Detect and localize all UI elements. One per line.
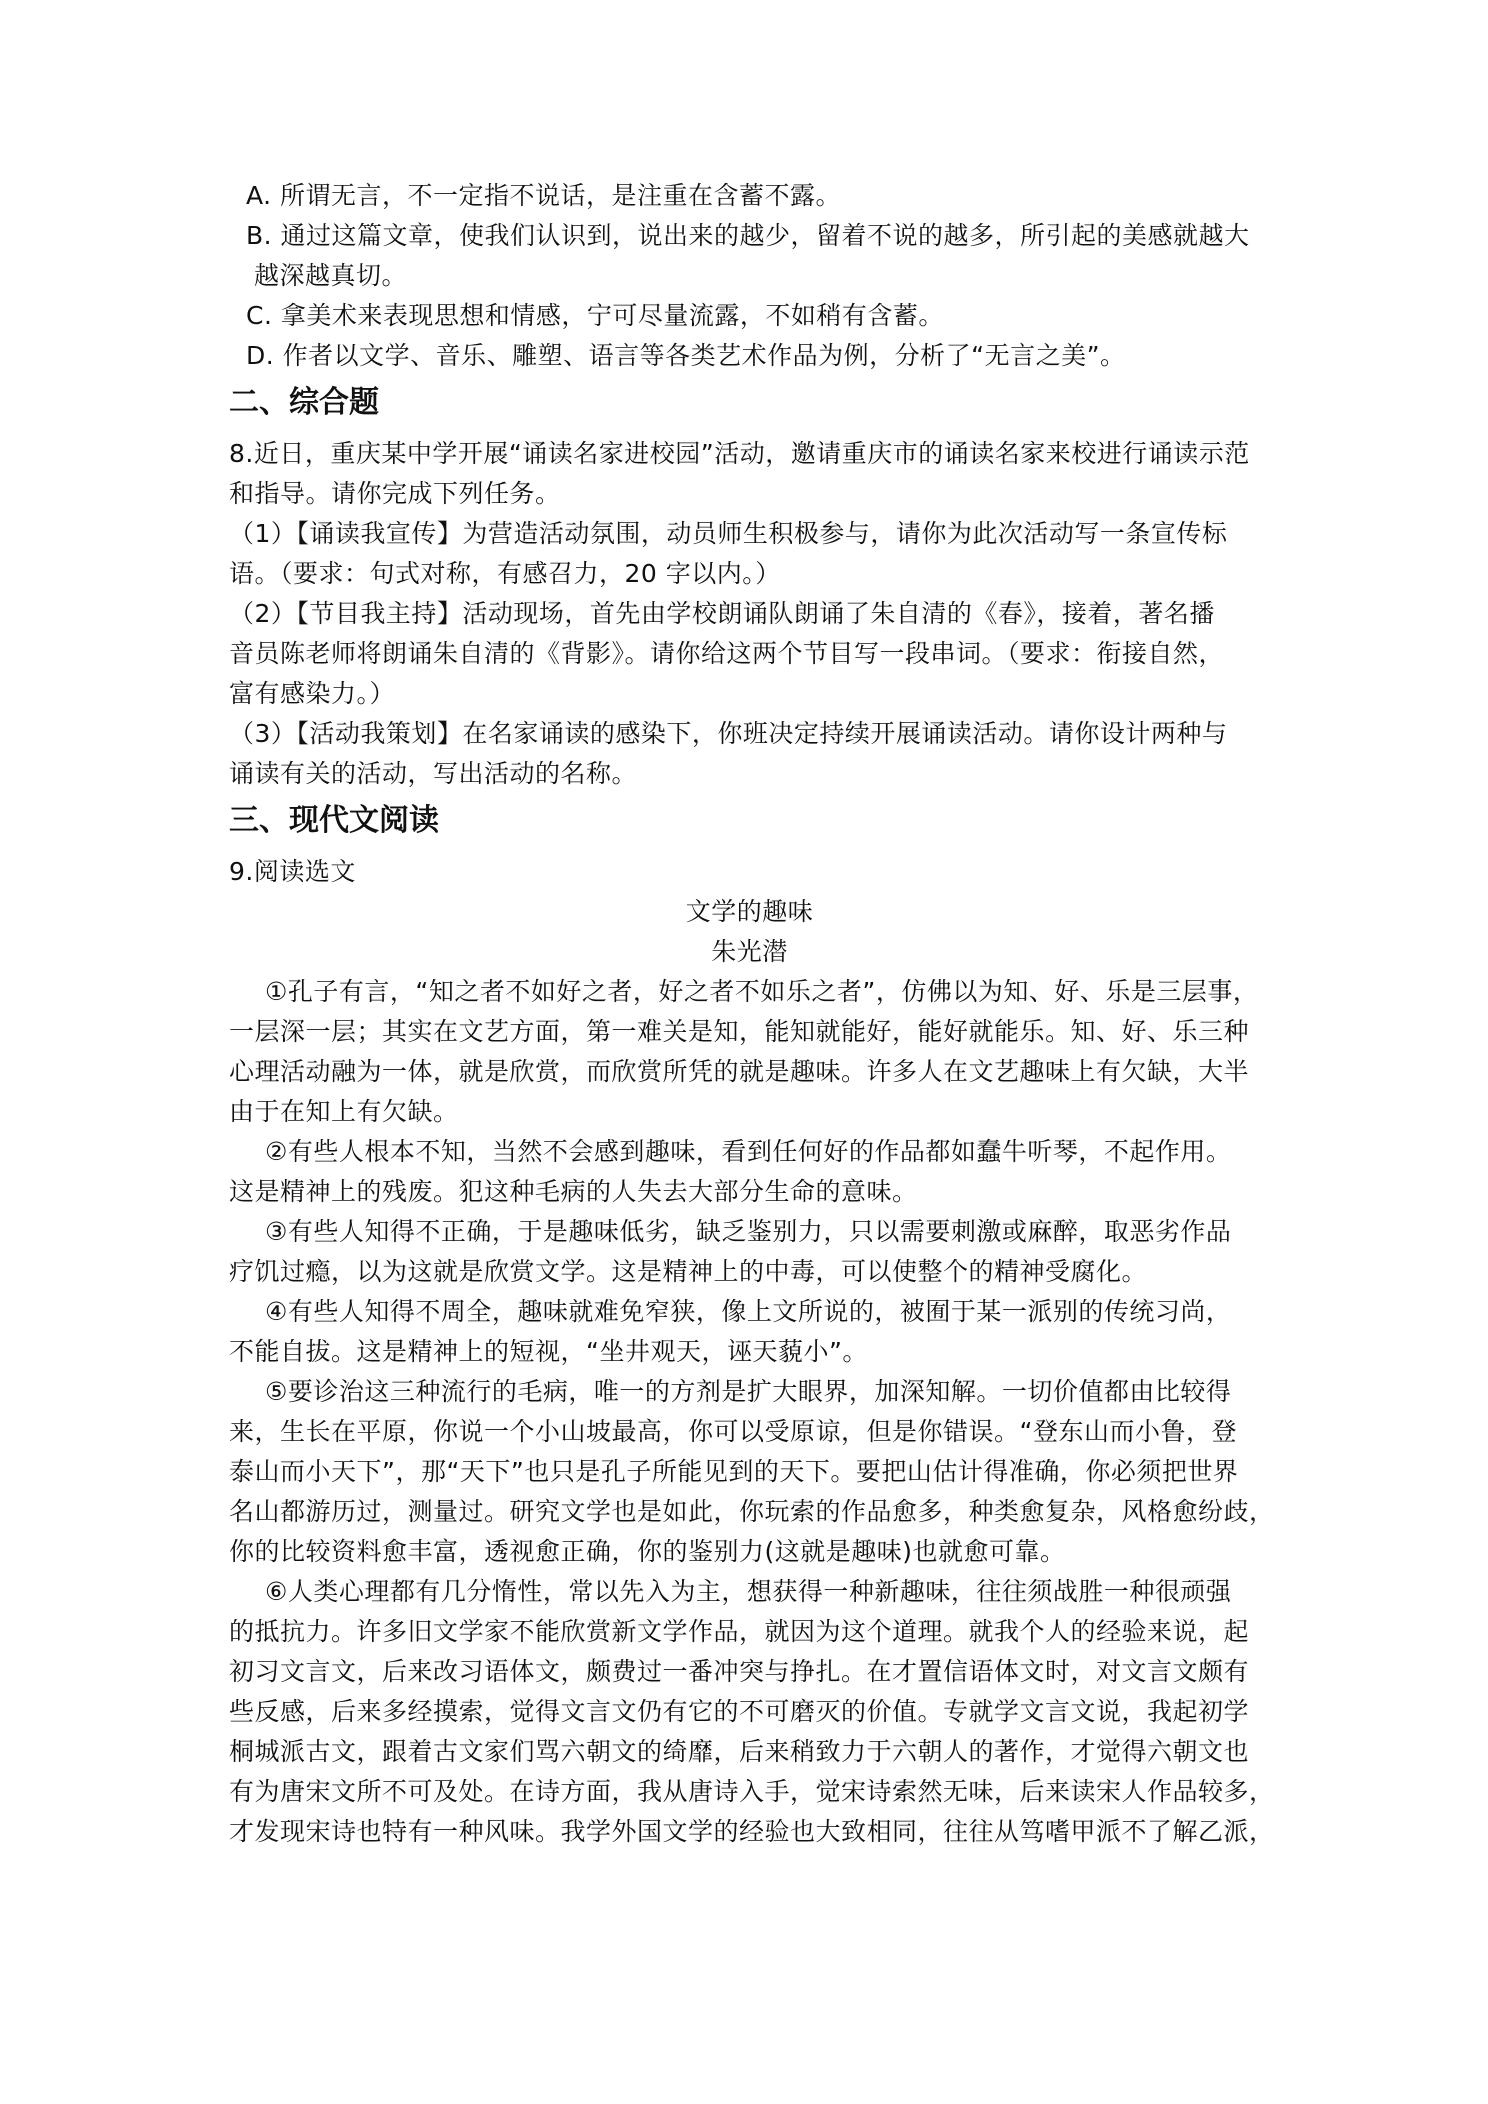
paragraph-2: [229, 1132, 1270, 1212]
paragraph-1: [229, 972, 1270, 1132]
paragraph-line: 名山都游历过，测量过。研究文学也是如此，你玩索的作品愈多，种类愈复杂，风格愈纷歧，: [229, 1497, 1275, 1526]
paragraph-line: ①孔子有言，“知之者不如好之者，好之者不如乐之者”，仿佛以为知、好、乐是三层事，: [265, 977, 1259, 1006]
paragraph-line: 桐城派古文，跟着古文家们骂六朝文的绮靡，后来稍致力于六朝人的著作，才觉得六朝文也: [229, 1737, 1250, 1766]
q8-task3-line2: 诵读有关的活动，写出活动的名称。: [229, 759, 638, 788]
paragraph-line: 才发现宋诗也特有一种风味。我学外国文学的经验也大致相同，往往从笃嗜甲派不了解乙派，: [229, 1817, 1275, 1846]
document-page: [229, 176, 1275, 1852]
q9-label: 9.阅读选文: [229, 857, 356, 886]
paragraph-line: ⑤要诊治这三种流行的毛病，唯一的方剂是扩大眼界，加深知解。一切价值都由比较得: [265, 1377, 1232, 1406]
paragraph-line: 这是精神上的残废。犯这种毛病的人失去大部分生命的意味。: [229, 1177, 918, 1206]
q8-intro-line2: 和指导。请你完成下列任务。: [229, 479, 561, 508]
paragraph-6: [229, 1572, 1275, 1852]
paragraph-line: ③有些人知得不正确，于是趣味低劣，缺乏鉴别力，只以需要刺激或麻醉，取恶劣作品: [265, 1217, 1232, 1246]
paragraph-line: ④有些人知得不周全，趣味就难免窄狭，像上文所说的，被囿于某一派别的传统习尚，: [265, 1297, 1232, 1326]
article-title: 文学的趣味: [685, 897, 814, 926]
paragraph-line: 来，生长在平原，你说一个小山坡最高，你可以受原谅，但是你错误。“登东山而小鲁，登: [229, 1417, 1237, 1446]
paragraph-4: [229, 1292, 1270, 1372]
option-b-line2: 越深越真切。: [254, 261, 408, 290]
q8-task2-line1: （2）【节目我主持】活动现场，首先由学校朗诵队朗诵了朱自清的《春》，接着，著名播: [229, 599, 1215, 628]
q8-task1-line1: （1）【诵读我宣传】为营造活动氛围，动员师生积极参与，请你为此次活动写一条宣传标: [229, 519, 1228, 548]
option-d: D. 作者以文学、音乐、雕塑、语言等各类艺术作品为例，分析了“无言之美”。: [246, 341, 1126, 370]
article-author: 朱光潜: [711, 937, 788, 966]
section-heading-modern-reading: 三、现代文阅读: [229, 803, 439, 838]
paragraph-line: 的抵抗力。许多旧文学家不能欣赏新文学作品，就因为这个道理。就我个人的经验来说，起: [229, 1617, 1250, 1646]
q8-task1-line2: 语。（要求：句式对称，有感召力，20 字以内。）: [229, 559, 781, 588]
paragraph-line: 由于在知上有欠缺。: [229, 1097, 459, 1126]
paragraph-5: [229, 1372, 1275, 1572]
section-heading-comprehensive: 二、综合题: [229, 385, 379, 420]
option-c: C. 拿美术来表现思想和情感，宁可尽量流露，不如稍有含蓄。: [246, 301, 944, 330]
paragraph-line: 泰山而小天下”，那“天下”也只是孔子所能见到的天下。要把山估计得准确，你必须把世界: [229, 1457, 1239, 1486]
paragraph-3: [229, 1212, 1270, 1292]
option-a: A. 所谓无言，不一定指不说话，是注重在含蓄不露。: [246, 181, 842, 210]
q8-task2-line2: 音员陈老师将朗诵朱自清的《背影》。请你给这两个节目写一段串词。（要求：衔接自然，: [229, 639, 1225, 668]
q8-task3-line1: （3）【活动我策划】在名家诵读的感染下，你班决定持续开展诵读活动。请你设计两种与: [229, 719, 1228, 748]
paragraph-line: ②有些人根本不知，当然不会感到趣味，看到任何好的作品都如蠢牛听琴，不起作用。: [265, 1137, 1232, 1166]
paragraph-line: 你的比较资料愈丰富，透视愈正确，你的鉴别力(这就是趣味)也就愈可靠。: [229, 1537, 1066, 1566]
option-b-line1: B. 通过这篇文章，使我们认识到，说出来的越少，留着不说的越多，所引起的美感就越大: [246, 221, 1250, 250]
paragraph-line: 一层深一层；其实在文艺方面，第一难关是知，能知就能好，能好就能乐。知、好、乐三种: [229, 1017, 1250, 1046]
paragraph-line: 初习文言文，后来改习语体文，颇费过一番冲突与挣扎。在才置信语体文时，对文言文颇有: [229, 1657, 1250, 1686]
q8-task2-line3: 富有感染力。）: [229, 679, 396, 708]
paragraph-line: 心理活动融为一体，就是欣赏，而欣赏所凭的就是趣味。许多人在文艺趣味上有欠缺，大半: [229, 1057, 1250, 1086]
paragraph-line: 不能自拔。这是精神上的短视，“坐井观天，诬天藐小”。: [229, 1337, 868, 1366]
q8-intro-line1: 8.近日，重庆某中学开展“诵读名家进校园”活动，邀请重庆市的诵读名家来校进行诵读示范: [229, 439, 1250, 468]
paragraph-line: 有为唐宋文所不可及处。在诗方面，我从唐诗入手，觉宋诗索然无味，后来读宋人作品较多，: [229, 1777, 1275, 1806]
paragraph-line: ⑥人类心理都有几分惰性，常以先入为主，想获得一种新趣味，往往须战胜一种很顽强: [265, 1577, 1232, 1606]
paragraph-line: 疗饥过瘾，以为这就是欣赏文学。这是精神上的中毒，可以使整个的精神受腐化。: [229, 1257, 1148, 1286]
paragraph-line: 些反感，后来多经摸索，觉得文言文仍有它的不可磨灭的价值。专就学文言文说，我起初学: [229, 1697, 1250, 1726]
